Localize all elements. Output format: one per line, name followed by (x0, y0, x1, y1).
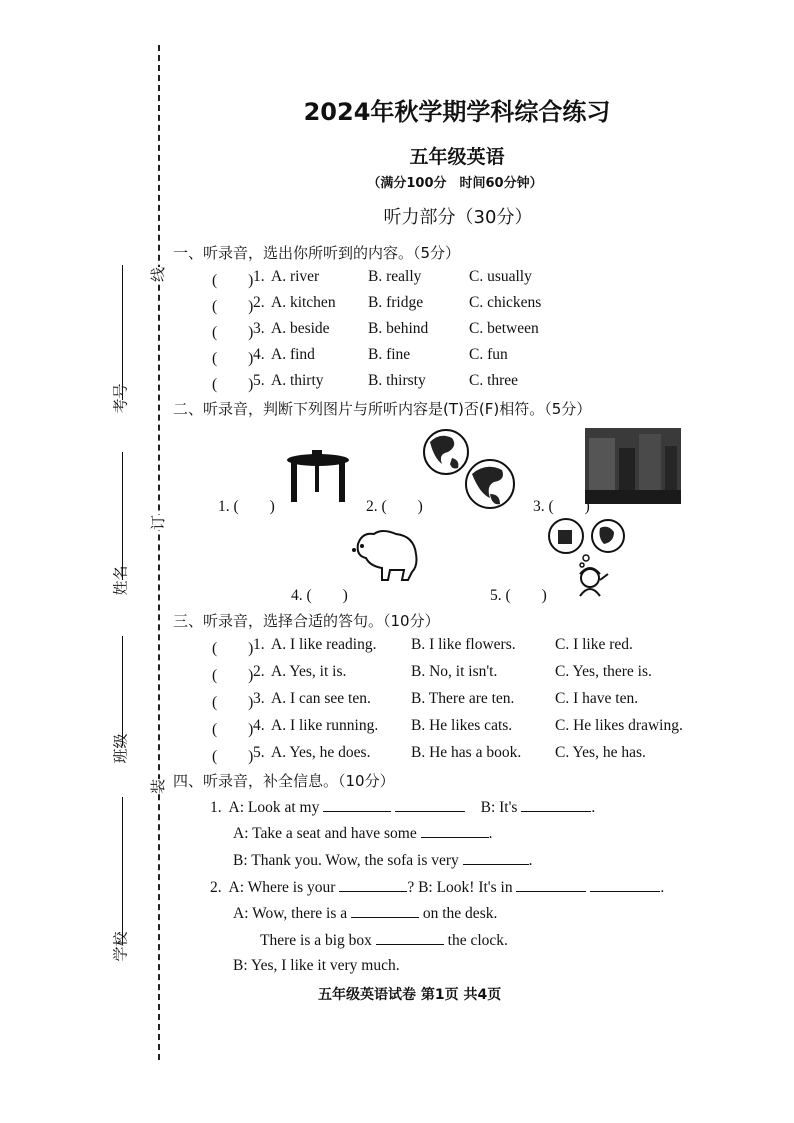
part2-heading: 二、听录音，判断下列图片与所听内容是(T)否(F)相符。（5分） (173, 400, 592, 418)
dialogue-1-line-1: 1. A: Look at my B: It's . (210, 799, 596, 816)
photo-picture (585, 428, 681, 504)
part1-item-option-b[interactable]: B. thirsty (368, 372, 426, 389)
blank-1d[interactable] (421, 823, 489, 838)
dialogue-1-line-2: A: Take a seat and have some . (233, 825, 493, 842)
part1-item-answer-bracket[interactable]: ( ) (212, 298, 254, 315)
page-title: 2024年秋学期学科综合练习 (303, 98, 611, 126)
dialogue-2-line-2-a: A: Wow, there is a (233, 905, 348, 922)
subject-title: 五年级英语 (409, 146, 505, 168)
dialogue-1-line-2-text: A: Take a seat and have some (233, 825, 417, 842)
polar-bear-picture (350, 526, 418, 582)
part1-item-number: 2. (253, 294, 265, 311)
name-label: 姓名 (111, 565, 130, 596)
part1-item-option-c[interactable]: C. usually (469, 268, 532, 285)
part3-item-option-c[interactable]: C. Yes, he has. (555, 744, 646, 761)
dialogue-2-line-2-b: on the desk. (422, 905, 498, 922)
page-footer: 五年级英语试卷 第1页 共4页 (318, 987, 502, 1003)
part1-item-option-c[interactable]: C. between (469, 320, 539, 337)
part4-heading: 四、听录音，补全信息。（10分） (173, 772, 395, 790)
part3-item-answer-bracket[interactable]: ( ) (212, 748, 254, 765)
part2-item-1[interactable]: 1. ( ) (218, 498, 275, 515)
dialogue-2-line-3-b: the clock. (447, 932, 508, 949)
part3-item-number: 1. (253, 636, 265, 653)
part3-item-option-a[interactable]: A. Yes, it is. (271, 663, 347, 680)
blank-1a[interactable] (323, 797, 391, 812)
part1-item-option-b[interactable]: B. really (368, 268, 422, 285)
part1-item-number: 1. (253, 268, 265, 285)
part3-item-option-b[interactable]: B. I like flowers. (411, 636, 516, 653)
blank-2c[interactable] (590, 877, 660, 892)
dialogue-2-line-1-b: ? B: Look! It's in (407, 879, 513, 896)
part1-item-option-b[interactable]: B. fridge (368, 294, 424, 311)
section-title: 听力部分（30分） (383, 207, 533, 228)
part3-item-answer-bracket[interactable]: ( ) (212, 640, 254, 657)
dialogue-1-line-1-b: B: It's (480, 799, 518, 816)
part1-item-option-a[interactable]: A. thirty (271, 372, 324, 389)
dialogue-2-line-1-a: A: Where is your (228, 879, 336, 896)
dialogue-1-number: 1. (210, 799, 222, 816)
dialogue-1-line-3: B: Thank you. Wow, the sofa is very . (233, 852, 533, 869)
exam-number-field[interactable] (122, 265, 123, 400)
part3-item-option-a[interactable]: A. I like reading. (271, 636, 377, 653)
name-field[interactable] (122, 452, 123, 580)
class-label: 班级 (111, 733, 130, 764)
part3-item-option-a[interactable]: A. Yes, he does. (271, 744, 371, 761)
part3-item-option-b[interactable]: B. He has a book. (411, 744, 522, 761)
dialogue-2-line-3 (260, 930, 508, 950)
class-field[interactable] (122, 636, 123, 746)
dialogue-2-line-4: B: Yes, I like it very much. (233, 957, 400, 974)
part1-item-option-b[interactable]: B. behind (368, 320, 429, 337)
part1-item-option-a[interactable]: A. find (271, 346, 315, 363)
part1-item-number: 5. (253, 372, 265, 389)
part3-item-option-c[interactable]: C. Yes, there is. (555, 663, 652, 680)
score-time: （满分100分 时间60分钟） (367, 176, 543, 191)
cut-mark-xian: 线 (145, 267, 170, 282)
blank-2b[interactable] (516, 877, 586, 892)
part3-item-option-c[interactable]: C. I like red. (555, 636, 633, 653)
blank-2d[interactable] (351, 903, 419, 918)
part1-item-option-a[interactable]: A. kitchen (271, 294, 336, 311)
dialogue-2-number: 2. (210, 879, 222, 896)
part3-item-option-b[interactable]: B. No, it isn't. (411, 663, 498, 680)
part3-item-answer-bracket[interactable]: ( ) (212, 694, 254, 711)
part1-item-answer-bracket[interactable]: ( ) (212, 324, 254, 341)
part1-item-option-a[interactable]: A. river (271, 268, 320, 285)
blank-2e[interactable] (376, 930, 444, 945)
part3-item-number: 5. (253, 744, 265, 761)
school-label: 学校 (111, 931, 130, 962)
blank-2a[interactable] (339, 877, 407, 892)
part3-item-option-b[interactable]: B. He likes cats. (411, 717, 513, 734)
part3-item-number: 3. (253, 690, 265, 707)
part1-item-option-c[interactable]: C. chickens (469, 294, 542, 311)
part3-item-option-a[interactable]: A. I can see ten. (271, 690, 371, 707)
cut-mark-ding: 订 (145, 515, 170, 530)
part3-item-option-a[interactable]: A. I like running. (271, 717, 379, 734)
part3-heading: 三、听录音，选择合适的答句。（10分） (173, 612, 440, 630)
part3-item-number: 2. (253, 663, 265, 680)
part3-item-option-b[interactable]: B. There are ten. (411, 690, 515, 707)
blank-1e[interactable] (463, 850, 529, 865)
part1-item-option-c[interactable]: C. fun (469, 346, 508, 363)
part1-item-option-b[interactable]: B. fine (368, 346, 411, 363)
part2-item-4[interactable]: 4. ( ) (291, 587, 348, 604)
dialogue-1-line-1-a: A: Look at my (228, 799, 320, 816)
part2-item-5[interactable]: 5. ( ) (490, 587, 547, 604)
exam-number-label: 考号 (111, 383, 130, 414)
part1-item-option-a[interactable]: A. beside (271, 320, 330, 337)
table-picture (285, 448, 351, 504)
part1-item-answer-bracket[interactable]: ( ) (212, 350, 254, 367)
dialogue-1-line-3-text: B: Thank you. Wow, the sofa is very (233, 852, 459, 869)
dialogue-2-line-2 (233, 903, 497, 923)
part3-item-option-c[interactable]: C. I have ten. (555, 690, 639, 707)
school-field[interactable] (122, 797, 123, 945)
part2-item-2[interactable]: 2. ( ) (366, 498, 423, 515)
part3-item-option-c[interactable]: C. He likes drawing. (555, 717, 683, 734)
part1-item-answer-bracket[interactable]: ( ) (212, 376, 254, 393)
part2-item-3[interactable]: 3. ( ) (533, 498, 590, 515)
cut-line (158, 45, 160, 1060)
girl-thinking-picture (546, 518, 630, 598)
part3-item-answer-bracket[interactable]: ( ) (212, 721, 254, 738)
blank-1b[interactable] (395, 797, 465, 812)
dialogue-2-line-1: 2. A: Where is your ? B: Look! It's in . (210, 879, 665, 896)
part3-item-number: 4. (253, 717, 265, 734)
part1-item-answer-bracket[interactable]: ( ) (212, 272, 254, 289)
part1-item-option-c[interactable]: C. three (469, 372, 519, 389)
dialogue-2-line-3-a: There is a big box (260, 932, 372, 949)
blank-1c[interactable] (521, 797, 591, 812)
cut-mark-zhuang: 装 (145, 779, 170, 794)
part1-heading: 一、听录音，选出你所听到的内容。（5分） (173, 244, 461, 262)
globes-picture (420, 428, 520, 510)
part1-item-number: 3. (253, 320, 265, 337)
part1-item-number: 4. (253, 346, 265, 363)
part3-item-answer-bracket[interactable]: ( ) (212, 667, 254, 684)
